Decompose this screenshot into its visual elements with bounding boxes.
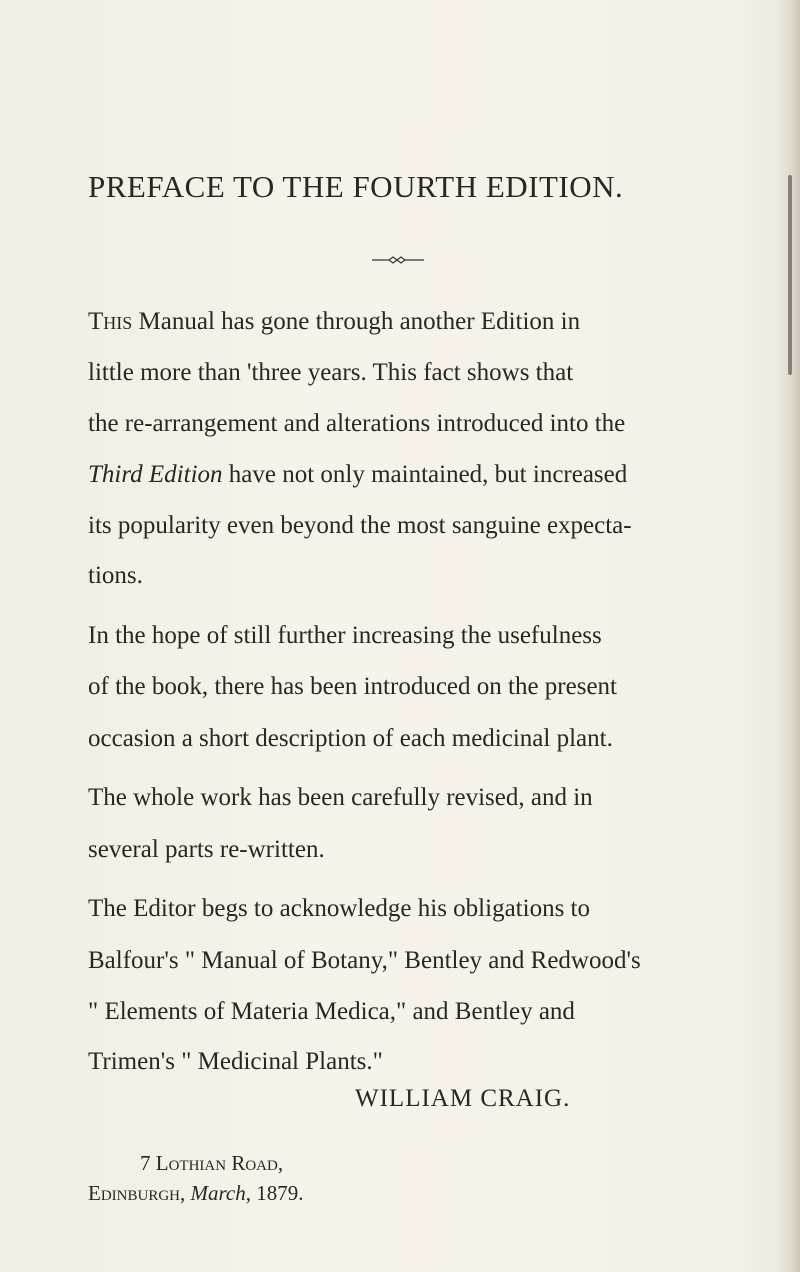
date-year: , 1879.	[245, 1181, 304, 1205]
double-diamond-rule-icon	[372, 254, 424, 266]
text-line: " Elements of Materia Medica," and Bentley and	[88, 998, 575, 1025]
text-line: Balfour's " Manual of Botany," Bentley and Redwood's	[88, 947, 641, 974]
page-title: PREFACE TO THE FOURTH EDITION.	[88, 169, 624, 204]
date-month: March	[190, 1181, 246, 1205]
place-date-line	[88, 1180, 303, 1206]
text-line: little more than 'three years. This fact shows that	[88, 359, 574, 386]
line-text: have not only maintained, but increased	[222, 461, 628, 488]
text-line: In the hope of still further increasing the usefulness	[88, 622, 602, 649]
place-name: Edinburgh,	[88, 1181, 186, 1205]
text-line: tions.	[88, 562, 143, 589]
line-text: Manual has gone through another Edition in	[132, 308, 581, 335]
text-line	[88, 460, 627, 490]
text-line: the re-arrangement and alterations introduced into the	[88, 410, 626, 437]
italic-title: Third Edition	[88, 461, 223, 488]
text-line: occasion a short description of each medicinal plant.	[88, 725, 613, 752]
text-line: of the book, there has been introduced on the present	[88, 673, 617, 700]
text-line: The whole work has been carefully revised, and in	[88, 784, 593, 811]
text-line: Trimen's " Medicinal Plants."	[88, 1048, 383, 1075]
address-line: 7 Lothian Road,	[140, 1151, 284, 1175]
small-caps-word: This	[88, 308, 133, 335]
author-signature: WILLIAM CRAIG.	[355, 1085, 571, 1112]
text-line: several parts re-written.	[88, 836, 325, 863]
text-line: The Editor begs to acknowledge his obligations to	[88, 895, 590, 922]
text-line	[88, 307, 580, 337]
binding-edge-mark	[788, 175, 792, 375]
text-line: its popularity even beyond the most sanguine expecta-	[88, 512, 632, 539]
